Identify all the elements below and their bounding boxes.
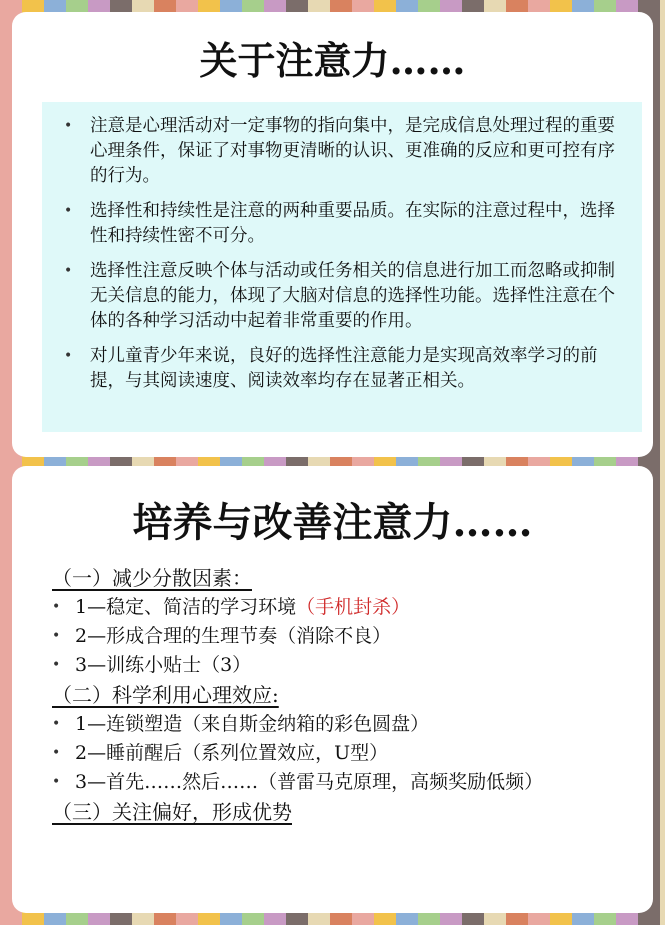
item-highlight: （手机封杀） [296,596,411,618]
bullet-list [42,114,632,394]
list-item [50,594,640,620]
section-heading: （一）减少分散因素： [52,566,252,590]
list-item [42,259,632,334]
bullet-icon: • [64,203,73,219]
bullet-icon: • [52,716,61,732]
bullet-text: 注意是心理活动对一定事物的指向集中，是完成信息处理过程的重要心理条件，保证了对事物更清晰的认识、更准确的反应和更可控有序的行为。 [90,116,615,186]
bullet-text: 对儿童青少年来说，良好的选择性注意能力是实现高效率学习的前提，与其阅读速度、阅读效率均存在显著正相关。 [90,346,598,391]
item-text: 2—形成合理的生理节奏（消除不良） [75,625,392,647]
list-item [50,711,640,737]
bullet-icon: • [52,599,61,615]
bullet-icon: • [64,263,73,279]
bullet-text: 选择性注意反映个体与活动或任务相关的信息进行加工而忽略或抑制无关信息的能力，体现了大脑对信息的选择性功能。选择性注意在个体的各种学习活动中起着非常重要的作用。 [90,261,615,331]
bullet-icon: • [52,657,61,673]
slide-title: 关于注意力…… [199,38,466,83]
section-heading: （三）关注偏好，形成优势 [52,800,292,824]
slide-improve-attention [12,466,653,913]
section-heading: （二）科学利用心理效应: [52,683,279,707]
bullet-list [50,711,640,795]
slide-title: 培养与改善注意力…… [132,499,533,546]
item-text: 3—训练小贴士（3） [75,654,252,676]
list-item [50,623,640,649]
list-item [50,652,640,678]
list-item [50,740,640,766]
list-item [50,769,640,795]
item-text: 1—连锁塑造（来自斯金纳箱的彩色圆盘） [75,713,430,735]
list-item [42,199,632,249]
item-text: 2—睡前醒后（系列位置效应，U型） [75,742,389,764]
info-box [42,102,642,432]
bullet-icon: • [64,118,73,134]
slide-about-attention [12,12,653,457]
list-item [42,114,632,189]
bullet-icon: • [52,745,61,761]
bullet-list [50,594,640,678]
content-area [50,564,640,826]
bullet-text: 选择性和持续性是注意的两种重要品质。在实际的注意过程中，选择性和持续性密不可分。 [90,201,615,246]
item-text: 3—首先……然后……（普雷马克原理，高频奖励低频） [75,771,544,793]
bullet-icon: • [52,774,61,790]
item-text: 1—稳定、简洁的学习环境 [75,596,297,618]
list-item [42,344,632,394]
bullet-icon: • [64,348,73,364]
bullet-icon: • [52,628,61,644]
